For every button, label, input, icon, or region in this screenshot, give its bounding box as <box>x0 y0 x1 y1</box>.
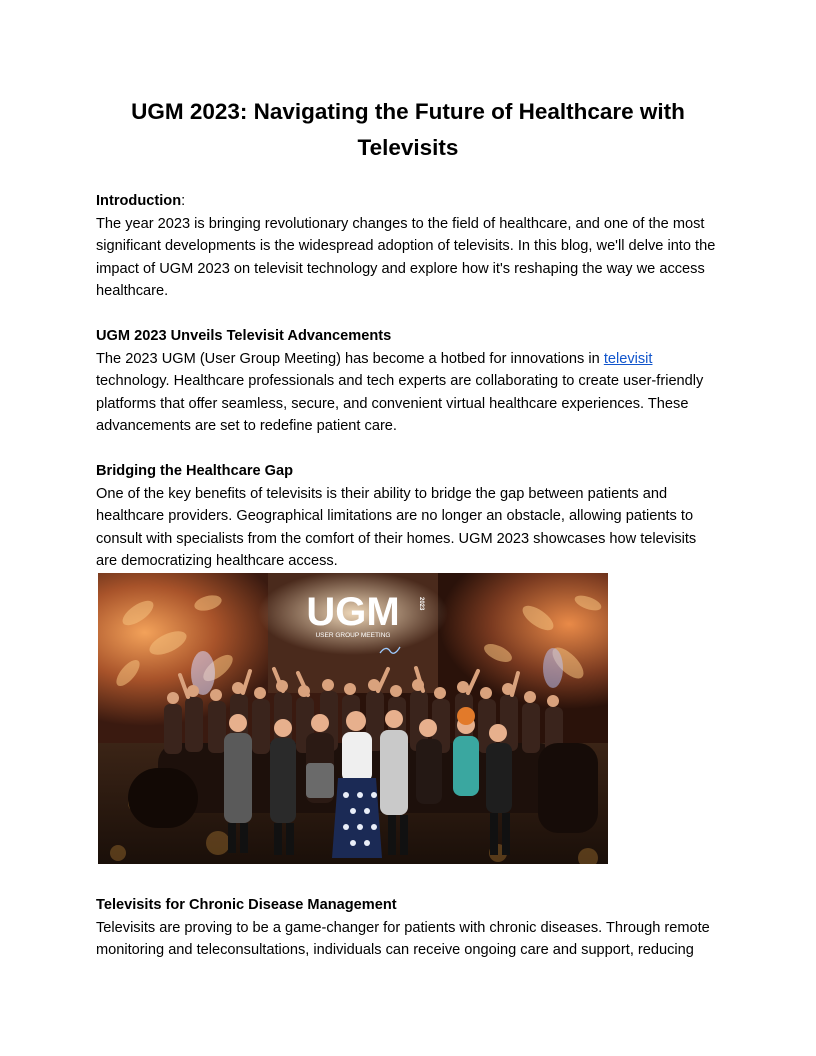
chronic-disease-heading: Televisits for Chronic Disease Management <box>96 897 397 913</box>
advancements-text-end: technology. Healthcare professionals and tech experts are collaborating to create user-friendly platforms that offer seamless, secure, and convenient virtual healthcare experiences. These advancements are set to redefine patient care. <box>96 373 704 434</box>
chronic-disease-section <box>96 894 720 962</box>
advancements-section <box>96 325 720 438</box>
advancements-text-start: The 2023 UGM (User Group Meeting) has become a hotbed for innovations in <box>96 350 604 367</box>
intro-paragraph: The year 2023 is bringing revolutionary changes to the field of healthcare, and one of the most significant developments is the widespread adoption of televisits. In this blog, we'll delve into the impact of UGM 2023 on televisit technology and explore how it's reshaping the way we access healthcare. <box>96 215 716 299</box>
intro-heading: Introduction <box>96 193 182 209</box>
healthcare-gap-section <box>96 460 720 573</box>
healthcare-gap-heading: Bridging the Healthcare Gap <box>96 463 294 479</box>
ugm-sign-year: 2023 <box>418 597 424 611</box>
chronic-disease-paragraph: Televisits are proving to be a game-changer for patients with chronic diseases. Through remote monitoring and teleconsultations, individuals can receive ongoing care and support, reducing <box>96 919 710 958</box>
ugm-sign-subtext: USER GROUP MEETING <box>315 632 391 639</box>
intro-heading-colon: : <box>181 193 186 209</box>
advancements-heading: UGM 2023 Unveils Televisit Advancements <box>96 328 392 344</box>
page-title: UGM 2023: Navigating the Future of Healthcare with Televisits <box>131 99 685 160</box>
advancements-paragraph <box>96 348 720 438</box>
intro-section <box>96 190 720 303</box>
ugm-sign-text: UGM <box>306 590 400 634</box>
healthcare-gap-paragraph: One of the key benefits of televisits is their ability to bridge the gap between patients and healthcare providers. Geographical limitations are no longer an obstacle, allowing patients to consult with specialists from the comfort of their homes. UGM 2023 showcases how televisits are democratizing healthcare access. <box>96 485 697 569</box>
ugm-event-photo <box>98 573 608 864</box>
televisit-link[interactable]: televisit <box>603 350 653 367</box>
